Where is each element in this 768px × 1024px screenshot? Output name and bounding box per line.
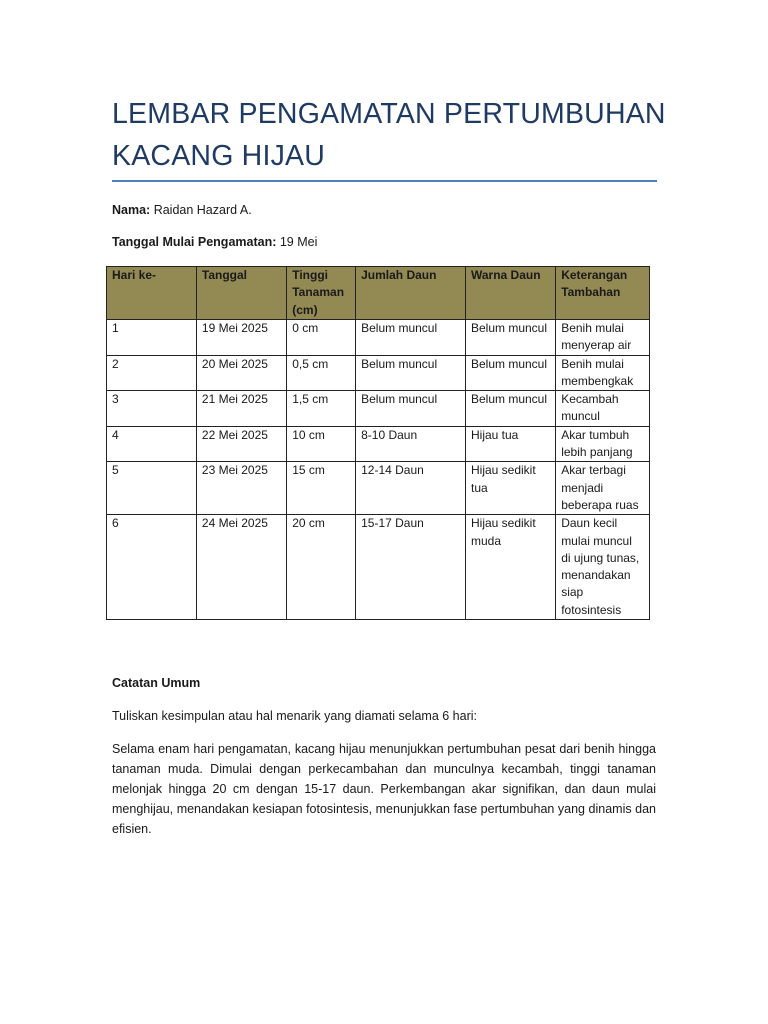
cell-day: 4 bbox=[107, 426, 197, 462]
cell-leaf-color: Belum muncul bbox=[465, 320, 555, 356]
start-date-value: 19 Mei bbox=[276, 235, 318, 249]
cell-height: 20 cm bbox=[287, 515, 356, 620]
table-header-row bbox=[107, 267, 650, 320]
cell-day: 1 bbox=[107, 320, 197, 356]
cell-notes: Kecambah muncul bbox=[556, 391, 650, 427]
name-label: Nama: bbox=[112, 203, 151, 217]
cell-day: 3 bbox=[107, 391, 197, 427]
table-row bbox=[107, 355, 650, 391]
notes-body: Selama enam hari pengamatan, kacang hijau menunjukkan pertumbuhan pesat dari benih hingga tanaman muda. Dimulai dengan perkecambahan dan munculnya kecambah, tinggi tanaman melonjak hingga 20 cm dengan 15-17 daun. Perkembangan akar signifikan, dan daun mulai menghijau, menandakan kesiapan fotosintesis, menunjukkan fase pertumbuhan yang dinamis dan efisien. bbox=[112, 742, 656, 836]
cell-leaf-count: 12-14 Daun bbox=[356, 462, 466, 515]
cell-leaf-color: Hijau tua bbox=[465, 426, 555, 462]
cell-day: 2 bbox=[107, 355, 197, 391]
cell-height: 0,5 cm bbox=[287, 355, 356, 391]
cell-notes: Daun kecil mulai muncul di ujung tunas, menandakan siap fotosintesis bbox=[556, 515, 650, 620]
notes-prompt: Tuliskan kesimpulan atau hal menarik yang diamati selama 6 hari: bbox=[112, 709, 477, 723]
cell-day: 6 bbox=[107, 515, 197, 620]
cell-leaf-color: Belum muncul bbox=[465, 355, 555, 391]
document-title: LEMBAR PENGAMATAN PERTUMBUHAN KACANG HIJAU bbox=[112, 98, 666, 172]
title-divider bbox=[112, 180, 657, 182]
cell-leaf-color: Hijau sedikit tua bbox=[465, 462, 555, 515]
notes-heading: Catatan Umum bbox=[112, 676, 201, 690]
cell-height: 1,5 cm bbox=[287, 391, 356, 427]
cell-date: 24 Mei 2025 bbox=[196, 515, 286, 620]
header-day: Hari ke- bbox=[107, 267, 197, 320]
cell-leaf-count: Belum muncul bbox=[356, 320, 466, 356]
cell-height: 10 cm bbox=[287, 426, 356, 462]
cell-notes: Akar terbagi menjadi beberapa ruas bbox=[556, 462, 650, 515]
table-row bbox=[107, 515, 650, 620]
start-date-line bbox=[112, 234, 317, 250]
cell-day: 5 bbox=[107, 462, 197, 515]
table-row bbox=[107, 391, 650, 427]
table-row bbox=[107, 320, 650, 356]
name-value: Raidan Hazard A. bbox=[150, 203, 252, 217]
table-row bbox=[107, 462, 650, 515]
cell-date: 22 Mei 2025 bbox=[196, 426, 286, 462]
cell-leaf-color: Hijau sedikit muda bbox=[465, 515, 555, 620]
cell-date: 21 Mei 2025 bbox=[196, 391, 286, 427]
header-date: Tanggal bbox=[196, 267, 286, 320]
cell-height: 15 cm bbox=[287, 462, 356, 515]
start-date-label: Tanggal Mulai Pengamatan: bbox=[112, 235, 277, 249]
header-height: Tinggi Tanaman (cm) bbox=[287, 267, 356, 320]
header-leaf-color: Warna Daun bbox=[465, 267, 555, 320]
cell-notes: Benih mulai menyerap air bbox=[556, 320, 650, 356]
cell-date: 20 Mei 2025 bbox=[196, 355, 286, 391]
cell-leaf-count: Belum muncul bbox=[356, 391, 466, 427]
cell-notes: Benih mulai membengkak bbox=[556, 355, 650, 391]
cell-notes: Akar tumbuh lebih panjang bbox=[556, 426, 650, 462]
cell-leaf-color: Belum muncul bbox=[465, 391, 555, 427]
header-notes: Keterangan Tambahan bbox=[556, 267, 650, 320]
cell-leaf-count: 8-10 Daun bbox=[356, 426, 466, 462]
cell-date: 23 Mei 2025 bbox=[196, 462, 286, 515]
cell-date: 19 Mei 2025 bbox=[196, 320, 286, 356]
cell-leaf-count: 15-17 Daun bbox=[356, 515, 466, 620]
observer-name-line bbox=[112, 202, 252, 218]
cell-height: 0 cm bbox=[287, 320, 356, 356]
header-leaf-count: Jumlah Daun bbox=[356, 267, 466, 320]
table-row bbox=[107, 426, 650, 462]
cell-leaf-count: Belum muncul bbox=[356, 355, 466, 391]
observation-table bbox=[106, 266, 650, 620]
